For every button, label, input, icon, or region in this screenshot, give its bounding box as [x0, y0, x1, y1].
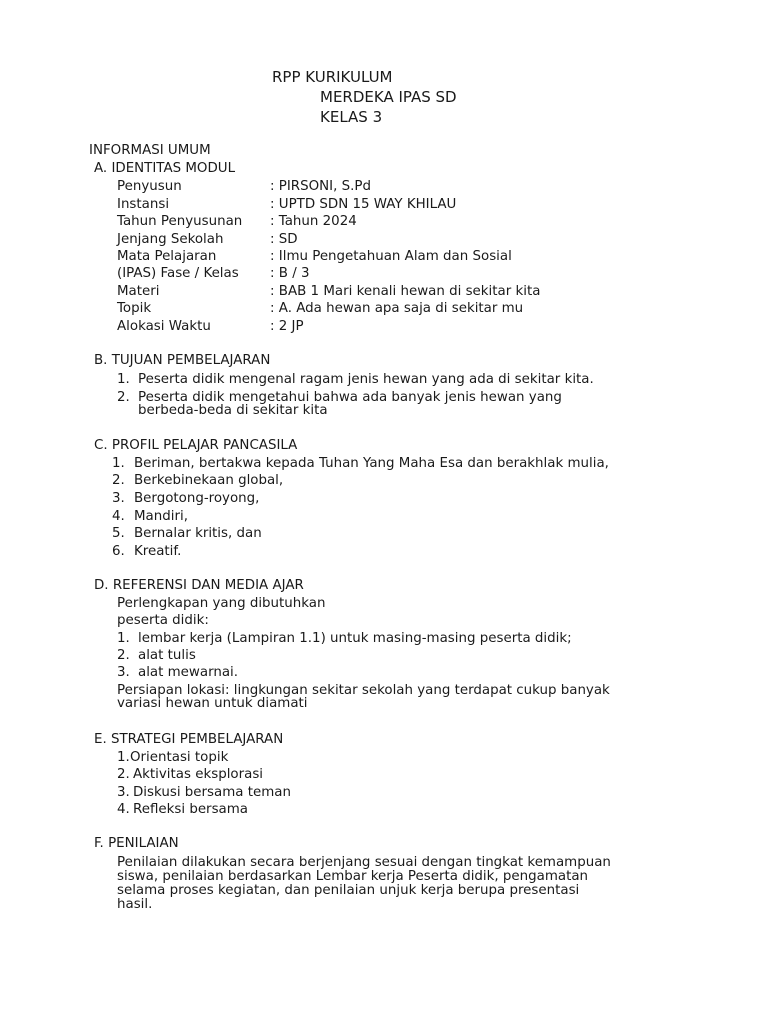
list-item-text-continuation: berbeda-beda di sekitar kita: [138, 403, 328, 418]
identity-value: : SD: [270, 232, 298, 247]
list-item-text: Orientasi topik: [130, 750, 229, 765]
list-item-text: Bernalar kritis, dan: [134, 526, 262, 541]
identity-label: Tahun Penyusunan: [117, 214, 243, 229]
paragraph-line: Persiapan lokasi: lingkungan sekitar sekolah yang terdapat cukup banyak: [117, 683, 610, 698]
identity-value: : UPTD SDN 15 WAY KHILAU: [270, 197, 457, 212]
paragraph-line: Penilaian dilakukan secara berjenjang sesuai dengan tingkat kemampuan: [117, 855, 611, 870]
section-d-heading: D. REFERENSI DAN MEDIA AJAR: [94, 578, 304, 593]
paragraph-line: Perlengkapan yang dibutuhkan: [117, 596, 326, 611]
list-item-number: 6.: [112, 544, 125, 559]
title-line-2: MERDEKA IPAS SD: [320, 88, 457, 106]
list-item-text: Mandiri,: [134, 509, 188, 524]
list-item-text: Refleksi bersama: [133, 802, 248, 817]
list-item-text: alat mewarnai.: [138, 665, 239, 680]
identity-label: (IPAS) Fase / Kelas: [117, 266, 239, 281]
identity-label: Instansi: [117, 197, 170, 212]
list-item-number: 4.: [117, 802, 130, 817]
paragraph-line: selama proses kegiatan, dan penilaian unjuk kerja berupa presentasi: [117, 883, 580, 898]
list-item-number: 1.: [117, 750, 130, 765]
list-item-text: Berkebinekaan global,: [134, 473, 284, 488]
identity-value: : Ilmu Pengetahuan Alam dan Sosial: [270, 249, 512, 264]
identity-value: : BAB 1 Mari kenali hewan di sekitar kita: [270, 284, 541, 299]
list-item-number: 5.: [112, 526, 125, 541]
identity-label: Mata Pelajaran: [117, 249, 217, 264]
list-item-number: 1.: [112, 456, 125, 471]
section-b-heading: B. TUJUAN PEMBELAJARAN: [94, 353, 271, 368]
list-item-number: 3.: [117, 665, 130, 680]
identity-value: : 2 JP: [270, 319, 304, 334]
list-item-text: Diskusi bersama teman: [133, 785, 291, 800]
informasi-umum-heading: INFORMASI UMUM: [89, 143, 211, 158]
list-item-text: lembar kerja (Lampiran 1.1) untuk masing-masing peserta didik;: [138, 631, 572, 646]
paragraph-line: hasil.: [117, 897, 153, 912]
identity-label: Penyusun: [117, 179, 182, 194]
title-line-1: RPP KURIKULUM: [272, 68, 393, 86]
list-item-text: Beriman, bertakwa kepada Tuhan Yang Maha Esa dan berakhlak mulia,: [134, 456, 609, 471]
title-line-3: KELAS 3: [320, 108, 383, 126]
section-e-heading: E. STRATEGI PEMBELAJARAN: [94, 732, 284, 747]
list-item-number: 4.: [112, 509, 125, 524]
list-item-number: 2.: [117, 390, 130, 405]
identity-label: Alokasi Waktu: [117, 319, 211, 334]
list-item-text: Aktivitas eksplorasi: [133, 767, 264, 782]
list-item-number: 2.: [117, 648, 130, 663]
identity-value: : Tahun 2024: [270, 214, 357, 229]
list-item-text: Kreatif.: [134, 544, 182, 559]
identity-value: : A. Ada hewan apa saja di sekitar mu: [270, 301, 524, 316]
list-item-text: alat tulis: [138, 648, 196, 663]
list-item-number: 2.: [112, 473, 125, 488]
list-item-number: 1.: [117, 631, 130, 646]
paragraph-line: siswa, penilaian berdasarkan Lembar kerja Peserta didik, pengamatan: [117, 869, 589, 884]
section-a-heading: A. IDENTITAS MODUL: [94, 161, 236, 176]
section-c-heading: C. PROFIL PELAJAR PANCASILA: [94, 438, 298, 453]
list-item-text: Bergotong-royong,: [134, 491, 260, 506]
identity-value: : PIRSONI, S.Pd: [270, 179, 371, 194]
identity-label: Materi: [117, 284, 160, 299]
identity-value: : B / 3: [270, 266, 310, 281]
identity-label: Jenjang Sekolah: [117, 232, 224, 247]
list-item-number: 3.: [112, 491, 125, 506]
list-item-number: 1.: [117, 372, 130, 387]
paragraph-line: variasi hewan untuk diamati: [117, 696, 308, 711]
list-item-text: Peserta didik mengetahui bahwa ada banyak jenis hewan yang: [138, 390, 562, 405]
identity-label: Topik: [117, 301, 152, 316]
section-f-heading: F. PENILAIAN: [94, 836, 179, 851]
list-item-text: Peserta didik mengenal ragam jenis hewan yang ada di sekitar kita.: [138, 372, 594, 387]
paragraph-line: peserta didik:: [117, 613, 209, 628]
list-item-number: 3.: [117, 785, 130, 800]
list-item-number: 2.: [117, 767, 130, 782]
